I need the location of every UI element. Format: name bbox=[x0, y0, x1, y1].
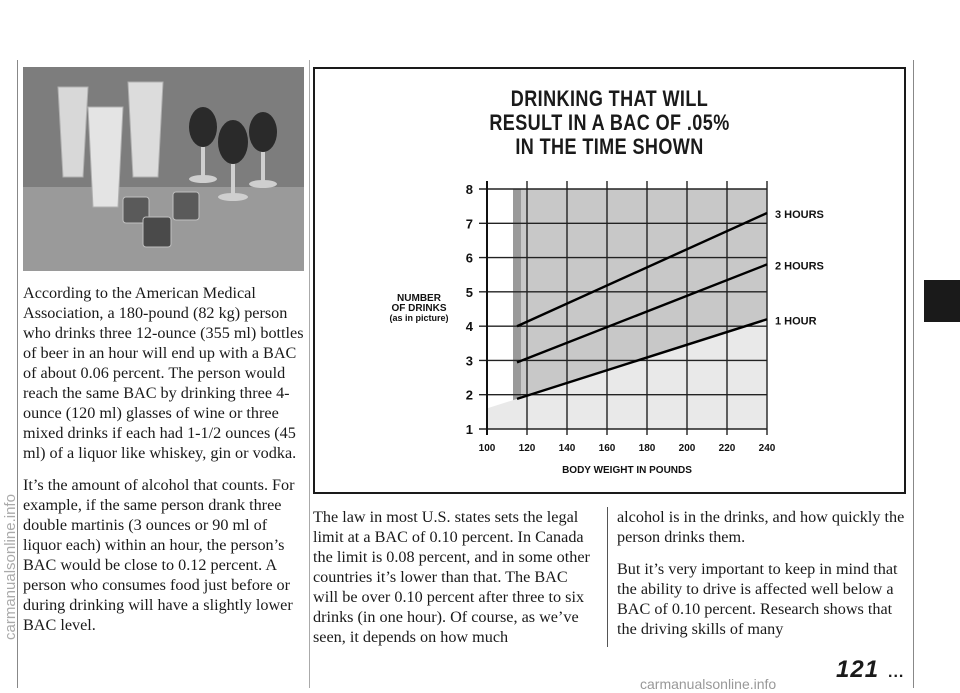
y-tick-label-8: 8 bbox=[465, 182, 473, 197]
middle-column-text bbox=[313, 507, 595, 659]
y-tick-label-2: 2 bbox=[465, 387, 473, 403]
series-label-2: 2 HOURS bbox=[775, 260, 824, 273]
y-axis-label-line-2: OF DRINKS bbox=[391, 303, 447, 314]
x-tick-label-140: 140 bbox=[558, 443, 576, 454]
y-tick-label-5: 5 bbox=[465, 284, 473, 300]
x-tick-label-180: 180 bbox=[638, 443, 656, 454]
alcohol-amount-paragraph: It’s the amount of alcohol that counts. For example, if the same person drank three double martinis (3 ounces or 90 ml of liquor each) within an hour, the person’s BAC would be close to 0.12 percent. A person who consumes food just before or during drinking will have a slightly lower BAC level. bbox=[23, 476, 295, 634]
y-axis-label-line-1: NUMBER bbox=[397, 293, 441, 304]
drinks-photo bbox=[23, 67, 304, 271]
x-tick-label-220: 220 bbox=[718, 443, 736, 454]
page-number-dots: ... bbox=[888, 664, 905, 681]
page-number: 121 bbox=[836, 656, 880, 683]
watermark-bottom: carmanualsonline.info bbox=[640, 676, 777, 692]
x-tick-label-160: 160 bbox=[598, 443, 616, 454]
driving-skills-paragraph: But it’s very important to keep in mind that the ability to drive is affected well below a BAC of 0.10 percent. Research shows that the driving skills of many bbox=[617, 560, 898, 638]
legal-limit-paragraph: The law in most U.S. states sets the legal limit at a BAC of 0.10 percent. In Canada the limit is 0.08 percent, and in some other countries it’s lower than that. The BAC will be over 0.10 percent after three to six drinks (in one hour). Of course, as we’ve seen, it depends on how much bbox=[313, 508, 590, 646]
right-column-text bbox=[617, 507, 907, 651]
y-tick-label-7: 7 bbox=[465, 216, 473, 232]
column-divider bbox=[607, 507, 608, 647]
chart-title-line-2: RESULT IN A BAC OF .05% bbox=[489, 110, 730, 135]
x-tick-label-100: 100 bbox=[478, 443, 496, 454]
series-label-3: 1 HOUR bbox=[775, 315, 817, 328]
right-margin-rule bbox=[913, 60, 914, 688]
drinks-speed-paragraph: alcohol is in the drinks, and how quickly the person drinks them. bbox=[617, 508, 905, 546]
y-tick-label-6: 6 bbox=[465, 250, 473, 266]
x-tick-label-200: 200 bbox=[678, 443, 696, 454]
chart-plot-area bbox=[315, 69, 904, 492]
section-tab-marker bbox=[924, 280, 960, 322]
chart-title-line-3: IN THE TIME SHOWN bbox=[515, 134, 704, 159]
y-tick-label-1: 1 bbox=[465, 422, 473, 437]
y-tick-label-4: 4 bbox=[465, 319, 473, 335]
watermark-vertical: carmanualsonline.info bbox=[2, 494, 19, 640]
x-axis-label: BODY WEIGHT IN POUNDS bbox=[562, 465, 692, 476]
x-tick-label-120: 120 bbox=[518, 443, 536, 454]
y-tick-label-3: 3 bbox=[465, 353, 473, 369]
column-rule bbox=[309, 60, 310, 688]
bac-example-paragraph: According to the American Medical Association, a 180-pound (82 kg) person who drinks three 12-ounce (355 ml) bottles of beer in an hour will end up with a BAC of about 0.06 percent. The person would reach the same BAC by drinking three 4-ounce (120 ml) glasses of wine or three mixed drinks if each had 1-1/2 ounces (45 ml) of a liquor like whiskey, gin or vodka. bbox=[23, 284, 304, 462]
y-axis-label-line-3: (as in picture) bbox=[389, 313, 449, 323]
chart-title-line-1: DRINKING THAT WILL bbox=[510, 86, 709, 111]
series-label-1: 3 HOURS bbox=[775, 209, 824, 221]
left-column-text bbox=[23, 283, 306, 647]
x-tick-label-240: 240 bbox=[758, 443, 776, 454]
drinks-photo-illustration bbox=[23, 67, 304, 271]
chart-shaded-edge bbox=[513, 189, 521, 429]
bac-chart bbox=[313, 67, 906, 494]
